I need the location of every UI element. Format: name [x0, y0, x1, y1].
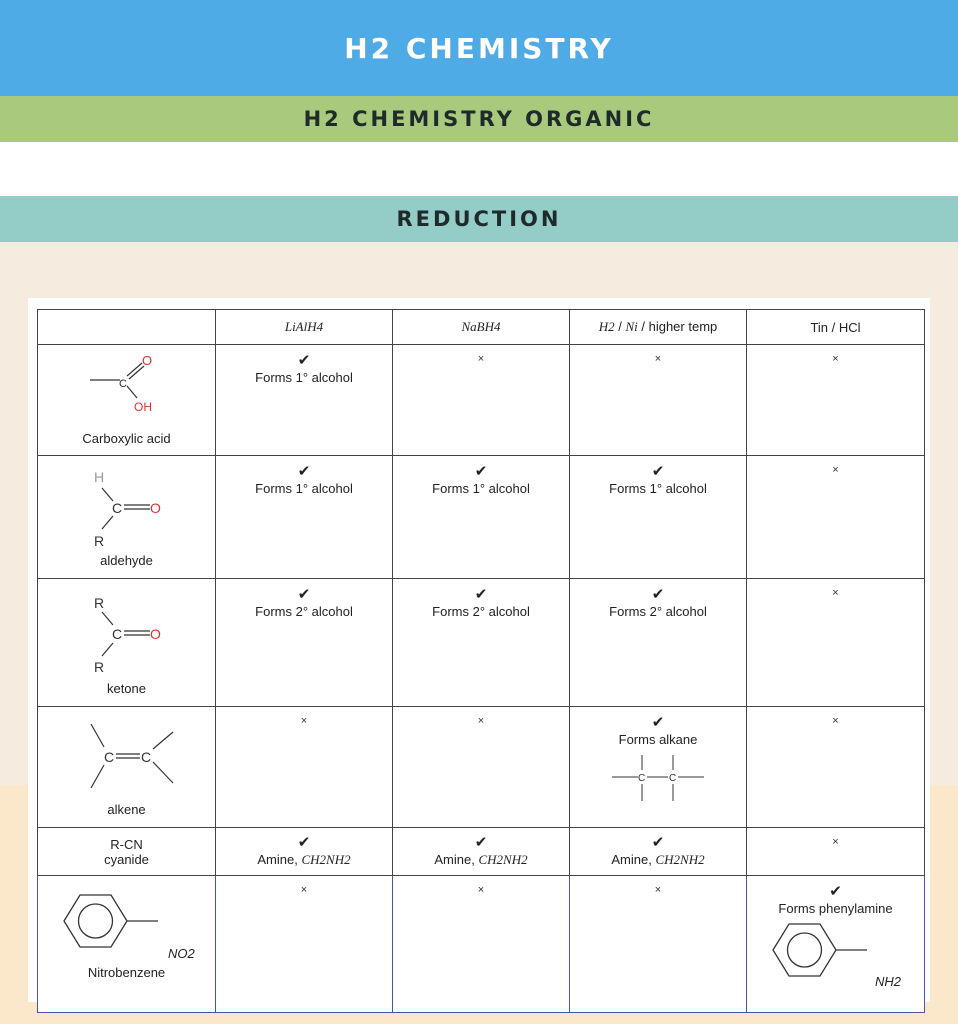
subtitle-banner: [0, 96, 958, 142]
alkene-cell: [38, 707, 216, 828]
cyanide-nabh4-cell: [393, 828, 570, 876]
section-title: REDUCTION: [396, 207, 562, 231]
ketone-label: ketone: [106, 681, 147, 696]
aldehyde-label: aldehyde: [100, 553, 153, 568]
check-icon: ✔: [474, 463, 488, 480]
cross-icon: ×: [832, 464, 839, 476]
alkane-carbon: C: [669, 773, 677, 784]
ketone-cell: [38, 579, 216, 707]
aldehyde-lialh4-result: Forms 1° alcohol: [255, 481, 353, 496]
cross-icon: ×: [300, 715, 308, 727]
aldehyde-h2ni-cell: [570, 456, 747, 579]
alkene-carbon: C: [104, 749, 115, 765]
alkene-carbon: C: [141, 749, 152, 765]
table-row: [38, 579, 925, 707]
carboxylic-lialh4-result: Forms 1° alcohol: [255, 370, 353, 385]
section-banner: [0, 196, 958, 242]
oxygen-atom: O: [150, 500, 161, 516]
check-icon: ✔: [651, 586, 665, 603]
cross-icon: ×: [654, 353, 662, 365]
alkene-nabh4-cell: [393, 707, 570, 828]
cyanide-tin-cell: [747, 828, 925, 876]
ketone-lialh4-result: Forms 2° alcohol: [255, 604, 353, 619]
cyanide-formula: R-CN: [110, 836, 143, 852]
lialh4-label: LiAlH4: [284, 319, 324, 334]
check-icon: ✔: [829, 883, 842, 900]
check-icon: ✔: [474, 586, 488, 603]
table-row: [38, 456, 925, 579]
cross-icon: ×: [477, 884, 485, 896]
cyanide-label: cyanide: [104, 851, 149, 867]
amine-label: Amine,: [611, 852, 652, 867]
carbon-atom: C: [119, 378, 127, 390]
alkene-tin-cell: [747, 707, 925, 828]
carboxylic-lialh4-cell: [216, 345, 393, 456]
ketone-h2ni-result: Forms 2° alcohol: [609, 604, 707, 619]
ketone-tin-cell: [747, 579, 925, 707]
alkane-carbon: C: [638, 773, 646, 784]
aldehyde-h2ni-result: Forms 1° alcohol: [609, 481, 707, 496]
alkane-structure: [608, 751, 708, 807]
carboxylic-h2ni-cell: [570, 345, 747, 456]
carbonyl-c: C: [112, 500, 123, 516]
alkene-h2ni-result: Forms alkane: [618, 732, 698, 747]
table-row: [38, 345, 925, 456]
check-icon: ✔: [651, 463, 665, 480]
nitrobenzene-tin-result: Forms phenylamine: [778, 901, 893, 916]
alkene-h2ni-cell: [570, 707, 747, 828]
nitrobenzene-nabh4-cell: [393, 876, 570, 1013]
check-icon: ✔: [297, 834, 311, 851]
amine-label: Amine,: [257, 852, 298, 867]
ketone-lialh4-cell: [216, 579, 393, 707]
table-row: [38, 828, 925, 876]
spacer-band: [0, 142, 958, 196]
check-icon: ✔: [297, 352, 311, 369]
higher-temp-label: / higher temp: [637, 319, 718, 334]
aldehyde-lialh4-cell: [216, 456, 393, 579]
hydrogen-atom: H: [94, 469, 105, 485]
nitrobenzene-lialh4-cell: [216, 876, 393, 1013]
amine-product: CH2NH2: [301, 852, 351, 867]
tin-hcl-label: Tin / HCl: [810, 319, 861, 335]
cross-icon: ×: [832, 587, 839, 599]
carboxylic-nabh4-cell: [393, 345, 570, 456]
oxygen-atom: O: [150, 626, 161, 642]
oxygen-atom: O: [142, 353, 153, 368]
header-h2-ni: [570, 310, 747, 345]
sep-label: /: [614, 319, 626, 334]
cyanide-lialh4-cell: [216, 828, 393, 876]
cyanide-cell: [38, 828, 216, 876]
r-group: R: [94, 659, 105, 675]
ketone-nabh4-result: Forms 2° alcohol: [432, 604, 530, 619]
nitrobenzene-cell: [38, 876, 216, 1013]
amine-product: CH2NH2: [655, 852, 705, 867]
nitrobenzene-tin-cell: [747, 876, 925, 1013]
header-empty-cell: [38, 310, 216, 345]
nitrobenzene-structure: [38, 876, 215, 1009]
phenylamine-structure: [747, 916, 924, 1006]
carbonyl-c: C: [112, 626, 123, 642]
check-icon: ✔: [651, 714, 665, 731]
aldehyde-tin-cell: [747, 456, 925, 579]
nitrobenzene-h2ni-cell: [570, 876, 747, 1013]
page-title-banner: [0, 0, 958, 96]
ketone-nabh4-cell: [393, 579, 570, 707]
header-lialh4: [216, 310, 393, 345]
r-group: R: [94, 595, 105, 611]
amine-group: NH2: [875, 974, 902, 989]
ni-label: Ni: [625, 319, 638, 334]
nabh4-label: NaBH4: [461, 319, 501, 334]
r-group: R: [94, 533, 105, 549]
carboxylic-tin-cell: [747, 345, 925, 456]
cross-icon: ×: [477, 353, 485, 365]
cross-icon: ×: [832, 715, 839, 727]
aldehyde-nabh4-result: Forms 1° alcohol: [432, 481, 530, 496]
cross-icon: ×: [300, 884, 308, 896]
table-row: [38, 707, 925, 828]
h2-label: H2: [598, 319, 615, 334]
nitrobenzene-label: Nitrobenzene: [87, 965, 166, 980]
cross-icon: ×: [654, 884, 662, 896]
hydroxyl-group: OH: [134, 400, 152, 414]
carboxylic-acid-cell: [38, 345, 216, 456]
check-icon: ✔: [651, 834, 665, 851]
amine-product: CH2NH2: [478, 852, 528, 867]
reduction-table: [37, 309, 925, 1013]
check-icon: ✔: [474, 834, 488, 851]
ketone-h2ni-cell: [570, 579, 747, 707]
aldehyde-nabh4-cell: [393, 456, 570, 579]
page-title: H2 CHEMISTRY: [344, 31, 614, 65]
table-row: [38, 876, 925, 1013]
alkene-lialh4-cell: [216, 707, 393, 828]
header-nabh4: [393, 310, 570, 345]
cyanide-h2ni-cell: [570, 828, 747, 876]
header-row: [38, 310, 925, 345]
carboxylic-acid-label: Carboxylic acid: [82, 431, 171, 446]
check-icon: ✔: [297, 463, 311, 480]
header-tin-hcl: [747, 310, 925, 345]
nitro-group: NO2: [168, 946, 195, 961]
page-subtitle: H2 CHEMISTRY ORGANIC: [303, 107, 655, 131]
cross-icon: ×: [832, 836, 839, 848]
cross-icon: ×: [477, 715, 485, 727]
aldehyde-cell: [38, 456, 216, 579]
cross-icon: ×: [832, 353, 839, 365]
alkene-label: alkene: [107, 802, 146, 817]
amine-label: Amine,: [434, 852, 475, 867]
check-icon: ✔: [297, 586, 311, 603]
